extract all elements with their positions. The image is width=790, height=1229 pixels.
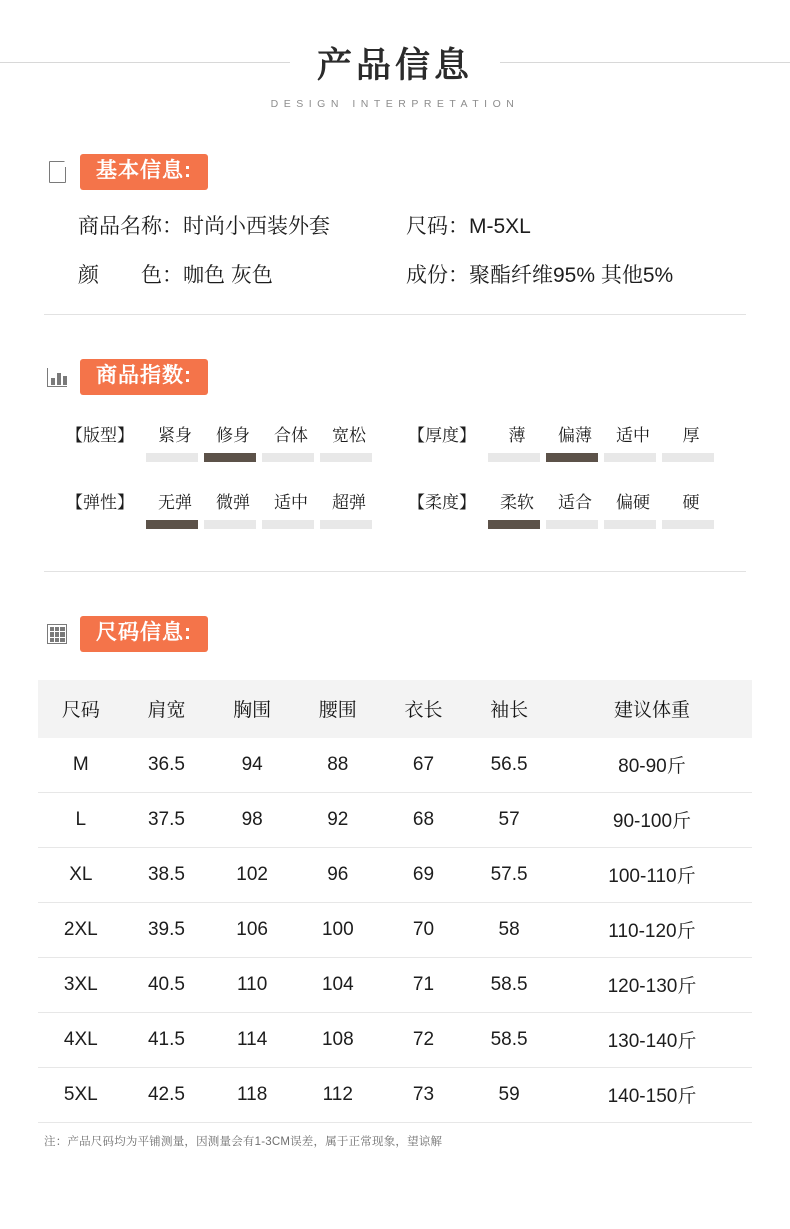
index-column-right [408, 421, 750, 555]
cell-length: 67 [381, 738, 467, 793]
cell-bust: 118 [209, 1068, 295, 1123]
basic-info-row [78, 265, 790, 286]
cell-shoulder: 40.5 [124, 958, 210, 1013]
table-row [38, 958, 752, 1013]
cell-weight: 130-140斤 [552, 1013, 752, 1068]
index-option: 适合 [558, 493, 592, 513]
cell-sleeve: 58.5 [466, 958, 552, 1013]
index-group-fit [66, 421, 408, 462]
index-group-name: 【柔度】 [408, 493, 476, 513]
cell-sleeve: 57.5 [466, 848, 552, 903]
index-option: 宽松 [332, 426, 366, 446]
index-group-name: 【版型】 [66, 426, 134, 446]
size-table-note: 注：产品尺码均为平铺测量，因测量会有1-3CM误差，属于正常现象，望谅解 [44, 1136, 443, 1149]
index-option: 柔软 [500, 493, 534, 513]
index-option: 修身 [216, 426, 250, 446]
page-subtitle: DESIGN INTERPRETATION [270, 98, 520, 110]
index-option: 紧身 [158, 426, 192, 446]
cell-length: 71 [381, 958, 467, 1013]
cell-size: 5XL [38, 1068, 124, 1123]
index-bar [662, 520, 714, 529]
index-option: 偏薄 [558, 426, 592, 446]
cell-sleeve: 57 [466, 793, 552, 848]
cell-weight: 110-120斤 [552, 903, 752, 958]
index-bar [488, 453, 540, 462]
cell-size: M [38, 738, 124, 793]
size-range-value: M-5XL [469, 215, 531, 239]
cell-weight: 140-150斤 [552, 1068, 752, 1123]
section-basic-info [0, 154, 790, 315]
cell-shoulder: 36.5 [124, 738, 210, 793]
cell-bust: 110 [209, 958, 295, 1013]
product-index-body [0, 421, 790, 555]
table-row [38, 903, 752, 958]
grid-icon [44, 620, 70, 648]
cell-bust: 106 [209, 903, 295, 958]
column-header: 建议体重 [552, 680, 752, 738]
index-bar-selected [546, 453, 598, 462]
index-group-thickness [408, 421, 750, 462]
index-bar [262, 520, 314, 529]
cell-waist: 92 [295, 793, 381, 848]
cell-weight: 120-130斤 [552, 958, 752, 1013]
index-option: 无弹 [158, 493, 192, 513]
product-name-key: 商品名称： [78, 215, 183, 239]
page-title: 产品信息 [316, 46, 473, 85]
index-bar [262, 453, 314, 462]
table-row [38, 1013, 752, 1068]
table-header-row [38, 680, 752, 738]
size-range-key: 尺码： [406, 215, 469, 239]
index-group-name: 【弹性】 [66, 493, 134, 513]
color-key: 颜 色： [78, 264, 183, 288]
header-rule-right [500, 62, 790, 63]
product-index-label: 商品指数: [80, 359, 208, 395]
cell-length: 72 [381, 1013, 467, 1068]
section-product-index [0, 359, 790, 572]
cell-bust: 114 [209, 1013, 295, 1068]
cell-length: 70 [381, 903, 467, 958]
cell-shoulder: 42.5 [124, 1068, 210, 1123]
column-header: 袖长 [466, 680, 552, 738]
cell-bust: 98 [209, 793, 295, 848]
cell-weight: 90-100斤 [552, 793, 752, 848]
section-size-info [0, 616, 790, 1149]
index-option: 薄 [508, 426, 526, 446]
cell-shoulder: 38.5 [124, 848, 210, 903]
column-header: 衣长 [381, 680, 467, 738]
page-header [0, 0, 790, 110]
basic-info-body [0, 216, 790, 286]
index-bar-selected [488, 520, 540, 529]
cell-sleeve: 58 [466, 903, 552, 958]
table-row [38, 848, 752, 903]
column-header: 尺码 [38, 680, 124, 738]
cell-size: 4XL [38, 1013, 124, 1068]
product-index-heading [0, 359, 790, 395]
column-header: 胸围 [209, 680, 295, 738]
column-header: 肩宽 [124, 680, 210, 738]
index-option: 适中 [274, 493, 308, 513]
size-info-label: 尺码信息: [80, 616, 208, 652]
material-value: 聚酯纤维95% 其他5% [469, 264, 674, 288]
cell-sleeve: 59 [466, 1068, 552, 1123]
divider [44, 571, 746, 572]
table-row [38, 738, 752, 793]
cell-size: 3XL [38, 958, 124, 1013]
header-rule-left [0, 62, 290, 63]
cell-size: 2XL [38, 903, 124, 958]
index-bar [604, 453, 656, 462]
index-bar-selected [146, 520, 198, 529]
index-option: 偏硬 [616, 493, 650, 513]
table-row [38, 1068, 752, 1123]
bar-chart-icon [44, 363, 70, 391]
cell-bust: 94 [209, 738, 295, 793]
index-bar [320, 520, 372, 529]
index-group-name: 【厚度】 [408, 426, 476, 446]
cell-bust: 102 [209, 848, 295, 903]
color-value: 咖色 灰色 [183, 264, 273, 288]
cell-length: 69 [381, 848, 467, 903]
cell-weight: 80-90斤 [552, 738, 752, 793]
index-option: 厚 [682, 426, 700, 446]
cell-length: 68 [381, 793, 467, 848]
cell-waist: 112 [295, 1068, 381, 1123]
index-bar [662, 453, 714, 462]
index-bar [320, 453, 372, 462]
size-info-heading [0, 616, 790, 652]
cell-waist: 88 [295, 738, 381, 793]
cell-shoulder: 41.5 [124, 1013, 210, 1068]
index-bar [204, 520, 256, 529]
index-option: 合体 [274, 426, 308, 446]
cell-waist: 108 [295, 1013, 381, 1068]
divider [44, 314, 746, 315]
index-bar [146, 453, 198, 462]
cell-sleeve: 56.5 [466, 738, 552, 793]
size-table [38, 680, 752, 1123]
index-group-elasticity [66, 488, 408, 529]
document-icon [44, 158, 70, 186]
material-key: 成份： [406, 264, 469, 288]
index-option: 微弹 [216, 493, 250, 513]
cell-length: 73 [381, 1068, 467, 1123]
table-row [38, 793, 752, 848]
index-group-softness [408, 488, 750, 529]
index-column-left [66, 421, 408, 555]
cell-waist: 104 [295, 958, 381, 1013]
cell-sleeve: 58.5 [466, 1013, 552, 1068]
cell-shoulder: 39.5 [124, 903, 210, 958]
index-option: 超弹 [332, 493, 366, 513]
cell-waist: 100 [295, 903, 381, 958]
cell-shoulder: 37.5 [124, 793, 210, 848]
index-bar-selected [204, 453, 256, 462]
cell-size: XL [38, 848, 124, 903]
basic-info-label: 基本信息: [80, 154, 208, 190]
basic-info-heading [0, 154, 790, 190]
cell-waist: 96 [295, 848, 381, 903]
index-option: 硬 [682, 493, 700, 513]
column-header: 腰围 [295, 680, 381, 738]
index-bar [604, 520, 656, 529]
product-name-value: 时尚小西装外套 [183, 215, 330, 239]
cell-weight: 100-110斤 [552, 848, 752, 903]
index-bar [546, 520, 598, 529]
basic-info-row [78, 216, 790, 237]
index-option: 适中 [616, 426, 650, 446]
cell-size: L [38, 793, 124, 848]
